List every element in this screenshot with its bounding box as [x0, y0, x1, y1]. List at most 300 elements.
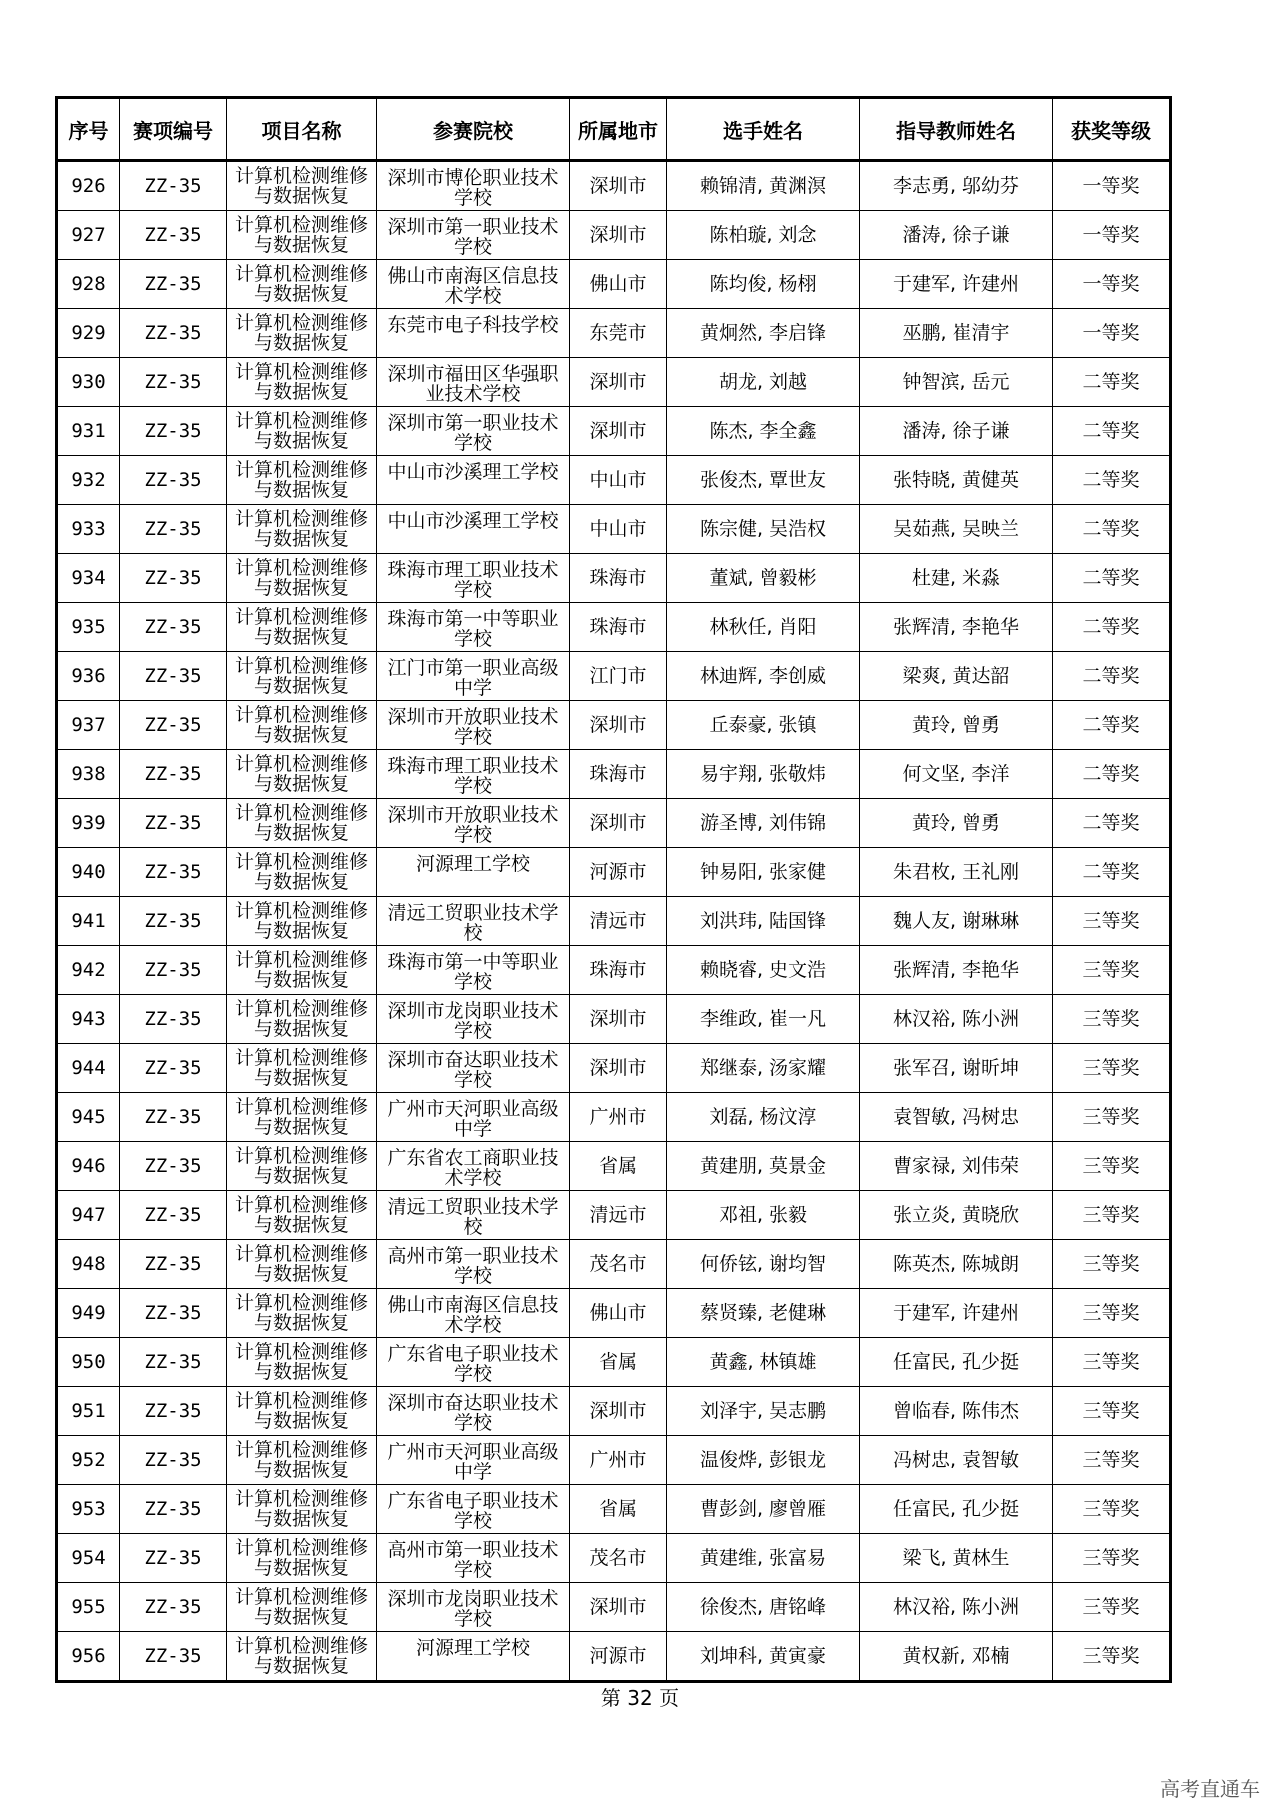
cell-no: 947	[57, 1191, 120, 1240]
header-school: 参赛院校	[377, 98, 570, 161]
cell-school-text: 深圳市福田区华强职业技术学校	[387, 363, 559, 402]
cell-award: 二等奖	[1053, 505, 1171, 554]
cell-school	[377, 1093, 570, 1142]
cell-award: 二等奖	[1053, 407, 1171, 456]
cell-school	[377, 456, 570, 505]
cell-school-text: 广州市天河职业高级中学	[387, 1441, 559, 1480]
cell-project	[227, 1583, 377, 1632]
header-city: 所属地市	[570, 98, 667, 161]
table-row	[57, 1093, 1171, 1142]
cell-project	[227, 1338, 377, 1387]
cell-no: 934	[57, 554, 120, 603]
cell-project-text: 计算机检测维修与数据恢复	[234, 1244, 368, 1284]
cell-award: 三等奖	[1053, 1338, 1171, 1387]
cell-school	[377, 701, 570, 750]
cell-city: 广州市	[570, 1093, 667, 1142]
table-row	[57, 260, 1171, 309]
cell-students: 黄建朋, 莫景金	[667, 1142, 860, 1191]
cell-school	[377, 1289, 570, 1338]
cell-school	[377, 1534, 570, 1583]
cell-project	[227, 848, 377, 897]
cell-city: 清远市	[570, 897, 667, 946]
cell-no: 951	[57, 1387, 120, 1436]
cell-code: ZZ-35	[120, 1240, 227, 1289]
cell-project-text: 计算机检测维修与数据恢复	[234, 1440, 368, 1480]
table-row	[57, 1632, 1171, 1682]
table-row	[57, 358, 1171, 407]
cell-code: ZZ-35	[120, 456, 227, 505]
cell-award: 二等奖	[1053, 456, 1171, 505]
cell-students: 黄建维, 张富易	[667, 1534, 860, 1583]
header-students: 选手姓名	[667, 98, 860, 161]
cell-code: ZZ-35	[120, 897, 227, 946]
cell-school-text: 高州市第一职业技术学校	[387, 1539, 559, 1578]
table-row	[57, 603, 1171, 652]
cell-no: 955	[57, 1583, 120, 1632]
cell-no: 941	[57, 897, 120, 946]
table-row	[57, 1044, 1171, 1093]
header-project: 项目名称	[227, 98, 377, 161]
cell-school-text: 深圳市开放职业技术学校	[387, 804, 559, 843]
cell-city: 深圳市	[570, 211, 667, 260]
cell-project-text: 计算机检测维修与数据恢复	[234, 999, 368, 1039]
cell-school	[377, 1044, 570, 1093]
cell-award: 三等奖	[1053, 1387, 1171, 1436]
cell-code: ZZ-35	[120, 1338, 227, 1387]
cell-code: ZZ-35	[120, 1191, 227, 1240]
cell-teachers: 魏人友, 谢琳琳	[860, 897, 1053, 946]
cell-award: 三等奖	[1053, 1191, 1171, 1240]
table-row	[57, 554, 1171, 603]
cell-teachers: 钟智滨, 岳元	[860, 358, 1053, 407]
cell-students: 赖晓睿, 史文浩	[667, 946, 860, 995]
cell-award: 三等奖	[1053, 1142, 1171, 1191]
cell-code: ZZ-35	[120, 750, 227, 799]
cell-school-text: 清远工贸职业技术学校	[387, 902, 559, 941]
cell-students: 张俊杰, 覃世友	[667, 456, 860, 505]
cell-teachers: 张特晓, 黄健英	[860, 456, 1053, 505]
cell-no: 948	[57, 1240, 120, 1289]
cell-no: 943	[57, 995, 120, 1044]
cell-no: 946	[57, 1142, 120, 1191]
cell-award: 三等奖	[1053, 1093, 1171, 1142]
cell-city: 广州市	[570, 1436, 667, 1485]
cell-no: 931	[57, 407, 120, 456]
cell-code: ZZ-35	[120, 1632, 227, 1682]
cell-teachers: 杜建, 米淼	[860, 554, 1053, 603]
cell-project-text: 计算机检测维修与数据恢复	[234, 1391, 368, 1431]
cell-city: 东莞市	[570, 309, 667, 358]
watermark: 高考直通车	[1160, 1777, 1260, 1801]
cell-no: 949	[57, 1289, 120, 1338]
cell-no: 929	[57, 309, 120, 358]
table-row	[57, 1191, 1171, 1240]
cell-award: 二等奖	[1053, 358, 1171, 407]
cell-students: 曹彭剑, 廖曾雁	[667, 1485, 860, 1534]
cell-code: ZZ-35	[120, 652, 227, 701]
cell-school	[377, 1436, 570, 1485]
cell-no: 950	[57, 1338, 120, 1387]
cell-code: ZZ-35	[120, 1485, 227, 1534]
cell-school	[377, 799, 570, 848]
cell-project	[227, 603, 377, 652]
header-code: 赛项编号	[120, 98, 227, 161]
cell-code: ZZ-35	[120, 1093, 227, 1142]
cell-students: 徐俊杰, 唐铭峰	[667, 1583, 860, 1632]
cell-project	[227, 407, 377, 456]
cell-code: ZZ-35	[120, 995, 227, 1044]
table-row	[57, 1142, 1171, 1191]
cell-project	[227, 161, 377, 211]
cell-city: 深圳市	[570, 1044, 667, 1093]
cell-project-text: 计算机检测维修与数据恢复	[234, 1636, 368, 1676]
cell-no: 942	[57, 946, 120, 995]
cell-school	[377, 603, 570, 652]
cell-students: 何侨铉, 谢均智	[667, 1240, 860, 1289]
cell-school	[377, 1485, 570, 1534]
table-body	[57, 161, 1171, 1682]
cell-code: ZZ-35	[120, 1387, 227, 1436]
cell-city: 省属	[570, 1338, 667, 1387]
cell-no: 928	[57, 260, 120, 309]
cell-city: 茂名市	[570, 1240, 667, 1289]
cell-school-text: 深圳市开放职业技术学校	[387, 706, 559, 745]
cell-project-text: 计算机检测维修与数据恢复	[234, 1195, 368, 1235]
cell-school	[377, 848, 570, 897]
cell-school-text: 广州市天河职业高级中学	[387, 1098, 559, 1137]
cell-award: 二等奖	[1053, 750, 1171, 799]
table-row	[57, 407, 1171, 456]
cell-school	[377, 652, 570, 701]
cell-award: 二等奖	[1053, 652, 1171, 701]
cell-code: ZZ-35	[120, 701, 227, 750]
cell-city: 深圳市	[570, 358, 667, 407]
cell-teachers: 冯树忠, 袁智敏	[860, 1436, 1053, 1485]
cell-school	[377, 750, 570, 799]
cell-code: ZZ-35	[120, 1289, 227, 1338]
cell-teachers: 袁智敏, 冯树忠	[860, 1093, 1053, 1142]
cell-school-text: 东莞市电子科技学校	[387, 314, 559, 336]
cell-city: 深圳市	[570, 1387, 667, 1436]
cell-teachers: 潘涛, 徐子谦	[860, 211, 1053, 260]
cell-city: 珠海市	[570, 946, 667, 995]
cell-award: 三等奖	[1053, 1632, 1171, 1682]
cell-city: 省属	[570, 1485, 667, 1534]
cell-project	[227, 995, 377, 1044]
cell-teachers: 林汉裕, 陈小洲	[860, 995, 1053, 1044]
table-row	[57, 211, 1171, 260]
table-row	[57, 1387, 1171, 1436]
cell-no: 937	[57, 701, 120, 750]
table-row	[57, 1534, 1171, 1583]
cell-teachers: 吴茹燕, 吴映兰	[860, 505, 1053, 554]
cell-project	[227, 1436, 377, 1485]
cell-students: 易宇翔, 张敬炜	[667, 750, 860, 799]
cell-city: 清远市	[570, 1191, 667, 1240]
header-no: 序号	[57, 98, 120, 161]
cell-no: 926	[57, 161, 120, 211]
cell-project-text: 计算机检测维修与数据恢复	[234, 901, 368, 941]
cell-award: 三等奖	[1053, 1289, 1171, 1338]
cell-project-text: 计算机检测维修与数据恢复	[234, 1587, 368, 1627]
cell-no: 938	[57, 750, 120, 799]
cell-school-text: 河源理工学校	[415, 1637, 530, 1659]
cell-teachers: 任富民, 孔少挺	[860, 1338, 1053, 1387]
cell-city: 江门市	[570, 652, 667, 701]
cell-students: 温俊烨, 彭银龙	[667, 1436, 860, 1485]
cell-teachers: 朱君枚, 王礼刚	[860, 848, 1053, 897]
cell-code: ZZ-35	[120, 1534, 227, 1583]
cell-school	[377, 211, 570, 260]
cell-school-text: 广东省电子职业技术学校	[387, 1343, 559, 1382]
cell-award: 三等奖	[1053, 995, 1171, 1044]
cell-school	[377, 358, 570, 407]
header-teachers: 指导教师姓名	[860, 98, 1053, 161]
cell-code: ZZ-35	[120, 1044, 227, 1093]
cell-students: 蔡贤臻, 老健琳	[667, 1289, 860, 1338]
table-row	[57, 1240, 1171, 1289]
cell-school	[377, 309, 570, 358]
cell-school-text: 深圳市奋达职业技术学校	[387, 1049, 559, 1088]
cell-teachers: 张辉清, 李艳华	[860, 946, 1053, 995]
cell-project	[227, 946, 377, 995]
table-row	[57, 456, 1171, 505]
cell-project	[227, 260, 377, 309]
cell-project-text: 计算机检测维修与数据恢复	[234, 509, 368, 549]
cell-school-text: 深圳市博伦职业技术学校	[387, 167, 559, 206]
cell-award: 三等奖	[1053, 1436, 1171, 1485]
cell-code: ZZ-35	[120, 848, 227, 897]
cell-students: 陈均俊, 杨栩	[667, 260, 860, 309]
cell-no: 944	[57, 1044, 120, 1093]
cell-school-text: 珠海市理工职业技术学校	[387, 755, 559, 794]
cell-code: ZZ-35	[120, 211, 227, 260]
cell-no: 927	[57, 211, 120, 260]
cell-no: 954	[57, 1534, 120, 1583]
cell-students: 林秋任, 肖阳	[667, 603, 860, 652]
cell-project-text: 计算机检测维修与数据恢复	[234, 754, 368, 794]
cell-code: ZZ-35	[120, 946, 227, 995]
cell-students: 董斌, 曾毅彬	[667, 554, 860, 603]
cell-students: 陈柏璇, 刘念	[667, 211, 860, 260]
cell-code: ZZ-35	[120, 554, 227, 603]
cell-city: 深圳市	[570, 995, 667, 1044]
cell-teachers: 曹家禄, 刘伟荣	[860, 1142, 1053, 1191]
cell-school	[377, 897, 570, 946]
cell-students: 刘洪玮, 陆国锋	[667, 897, 860, 946]
cell-code: ZZ-35	[120, 358, 227, 407]
cell-code: ZZ-35	[120, 505, 227, 554]
cell-project-text: 计算机检测维修与数据恢复	[234, 558, 368, 598]
cell-school	[377, 1387, 570, 1436]
cell-students: 陈杰, 李全鑫	[667, 407, 860, 456]
cell-city: 中山市	[570, 505, 667, 554]
table-row	[57, 750, 1171, 799]
cell-school-text: 佛山市南海区信息技术学校	[387, 1294, 559, 1333]
cell-school	[377, 1240, 570, 1289]
cell-students: 林迪辉, 李创威	[667, 652, 860, 701]
cell-students: 刘泽宇, 吴志鹏	[667, 1387, 860, 1436]
cell-school-text: 深圳市第一职业技术学校	[387, 412, 559, 451]
cell-city: 中山市	[570, 456, 667, 505]
cell-students: 赖锦清, 黄渊溟	[667, 161, 860, 211]
cell-code: ZZ-35	[120, 1436, 227, 1485]
cell-school-text: 清远工贸职业技术学校	[387, 1196, 559, 1235]
cell-students: 游圣博, 刘伟锦	[667, 799, 860, 848]
table-row	[57, 799, 1171, 848]
cell-city: 珠海市	[570, 750, 667, 799]
cell-project-text: 计算机检测维修与数据恢复	[234, 1489, 368, 1529]
cell-students: 钟易阳, 张家健	[667, 848, 860, 897]
cell-project-text: 计算机检测维修与数据恢复	[234, 950, 368, 990]
cell-project	[227, 1534, 377, 1583]
table-row	[57, 1289, 1171, 1338]
cell-code: ZZ-35	[120, 407, 227, 456]
table-row	[57, 995, 1171, 1044]
cell-students: 刘坤科, 黄寅豪	[667, 1632, 860, 1682]
cell-award: 三等奖	[1053, 946, 1171, 995]
table-row	[57, 946, 1171, 995]
cell-project-text: 计算机检测维修与数据恢复	[234, 166, 368, 206]
table-row	[57, 701, 1171, 750]
cell-city: 珠海市	[570, 603, 667, 652]
cell-school-text: 深圳市奋达职业技术学校	[387, 1392, 559, 1431]
cell-students: 胡龙, 刘越	[667, 358, 860, 407]
cell-students: 黄鑫, 林镇雄	[667, 1338, 860, 1387]
cell-project-text: 计算机检测维修与数据恢复	[234, 705, 368, 745]
cell-teachers: 张军召, 谢昕坤	[860, 1044, 1053, 1093]
table-row	[57, 1436, 1171, 1485]
cell-students: 郑继泰, 汤家耀	[667, 1044, 860, 1093]
cell-award: 二等奖	[1053, 701, 1171, 750]
cell-project-text: 计算机检测维修与数据恢复	[234, 264, 368, 304]
cell-code: ZZ-35	[120, 309, 227, 358]
cell-students: 黄炯然, 李启锋	[667, 309, 860, 358]
table-row	[57, 848, 1171, 897]
cell-project-text: 计算机检测维修与数据恢复	[234, 1097, 368, 1137]
cell-school-text: 广东省农工商职业技术学校	[387, 1147, 559, 1186]
cell-school-text: 珠海市理工职业技术学校	[387, 559, 559, 598]
cell-no: 935	[57, 603, 120, 652]
cell-school	[377, 1191, 570, 1240]
cell-school	[377, 1142, 570, 1191]
cell-teachers: 陈英杰, 陈城朗	[860, 1240, 1053, 1289]
cell-project	[227, 701, 377, 750]
table-row	[57, 1583, 1171, 1632]
header-award: 获奖等级	[1053, 98, 1171, 161]
cell-no: 932	[57, 456, 120, 505]
cell-project	[227, 309, 377, 358]
cell-project-text: 计算机检测维修与数据恢复	[234, 852, 368, 892]
cell-school-text: 广东省电子职业技术学校	[387, 1490, 559, 1529]
cell-school-text: 河源理工学校	[415, 853, 530, 875]
cell-city: 佛山市	[570, 1289, 667, 1338]
cell-teachers: 梁爽, 黄达韶	[860, 652, 1053, 701]
cell-project-text: 计算机检测维修与数据恢复	[234, 1342, 368, 1382]
cell-teachers: 何文坚, 李洋	[860, 750, 1053, 799]
cell-teachers: 张立炎, 黄晓欣	[860, 1191, 1053, 1240]
cell-school-text: 中山市沙溪理工学校	[387, 461, 559, 483]
cell-students: 刘磊, 杨汶淳	[667, 1093, 860, 1142]
cell-project-text: 计算机检测维修与数据恢复	[234, 1538, 368, 1578]
cell-project	[227, 750, 377, 799]
cell-students: 丘泰豪, 张镇	[667, 701, 860, 750]
cell-project	[227, 652, 377, 701]
cell-project	[227, 1240, 377, 1289]
cell-project	[227, 358, 377, 407]
cell-city: 省属	[570, 1142, 667, 1191]
cell-school	[377, 1583, 570, 1632]
cell-award: 三等奖	[1053, 1485, 1171, 1534]
cell-project-text: 计算机检测维修与数据恢复	[234, 215, 368, 255]
cell-award: 三等奖	[1053, 1583, 1171, 1632]
cell-city: 河源市	[570, 848, 667, 897]
table-header	[57, 98, 1171, 161]
cell-project-text: 计算机检测维修与数据恢复	[234, 803, 368, 843]
cell-teachers: 于建军, 许建州	[860, 260, 1053, 309]
cell-school-text: 深圳市龙岗职业技术学校	[387, 1000, 559, 1039]
cell-teachers: 黄玲, 曾勇	[860, 799, 1053, 848]
cell-school	[377, 554, 570, 603]
cell-project	[227, 1485, 377, 1534]
cell-city: 深圳市	[570, 161, 667, 211]
cell-code: ZZ-35	[120, 603, 227, 652]
cell-students: 陈宗健, 吴浩权	[667, 505, 860, 554]
table-row	[57, 1485, 1171, 1534]
cell-school	[377, 1338, 570, 1387]
cell-award: 一等奖	[1053, 211, 1171, 260]
cell-project-text: 计算机检测维修与数据恢复	[234, 460, 368, 500]
cell-school-text: 佛山市南海区信息技术学校	[387, 265, 559, 304]
cell-project-text: 计算机检测维修与数据恢复	[234, 411, 368, 451]
cell-project-text: 计算机检测维修与数据恢复	[234, 656, 368, 696]
cell-award: 一等奖	[1053, 161, 1171, 211]
cell-project-text: 计算机检测维修与数据恢复	[234, 1146, 368, 1186]
cell-award: 一等奖	[1053, 260, 1171, 309]
cell-project	[227, 211, 377, 260]
cell-students: 邓祖, 张毅	[667, 1191, 860, 1240]
cell-award: 二等奖	[1053, 554, 1171, 603]
cell-project-text: 计算机检测维修与数据恢复	[234, 1293, 368, 1333]
cell-school-text: 珠海市第一中等职业学校	[387, 608, 559, 647]
cell-teachers: 于建军, 许建州	[860, 1289, 1053, 1338]
cell-project-text: 计算机检测维修与数据恢复	[234, 607, 368, 647]
cell-no: 952	[57, 1436, 120, 1485]
cell-award: 三等奖	[1053, 1240, 1171, 1289]
cell-school-text: 珠海市第一中等职业学校	[387, 951, 559, 990]
cell-school	[377, 505, 570, 554]
cell-code: ZZ-35	[120, 1142, 227, 1191]
table-row	[57, 1338, 1171, 1387]
cell-teachers: 李志勇, 邬幼芬	[860, 161, 1053, 211]
cell-no: 933	[57, 505, 120, 554]
cell-project	[227, 1044, 377, 1093]
cell-award: 一等奖	[1053, 309, 1171, 358]
cell-no: 953	[57, 1485, 120, 1534]
cell-project	[227, 897, 377, 946]
cell-teachers: 曾临春, 陈伟杰	[860, 1387, 1053, 1436]
cell-project	[227, 1142, 377, 1191]
cell-city: 珠海市	[570, 554, 667, 603]
cell-teachers: 梁飞, 黄林生	[860, 1534, 1053, 1583]
table-row	[57, 652, 1171, 701]
cell-no: 945	[57, 1093, 120, 1142]
cell-project	[227, 1632, 377, 1682]
cell-award: 二等奖	[1053, 799, 1171, 848]
cell-project-text: 计算机检测维修与数据恢复	[234, 313, 368, 353]
cell-school	[377, 995, 570, 1044]
cell-no: 930	[57, 358, 120, 407]
